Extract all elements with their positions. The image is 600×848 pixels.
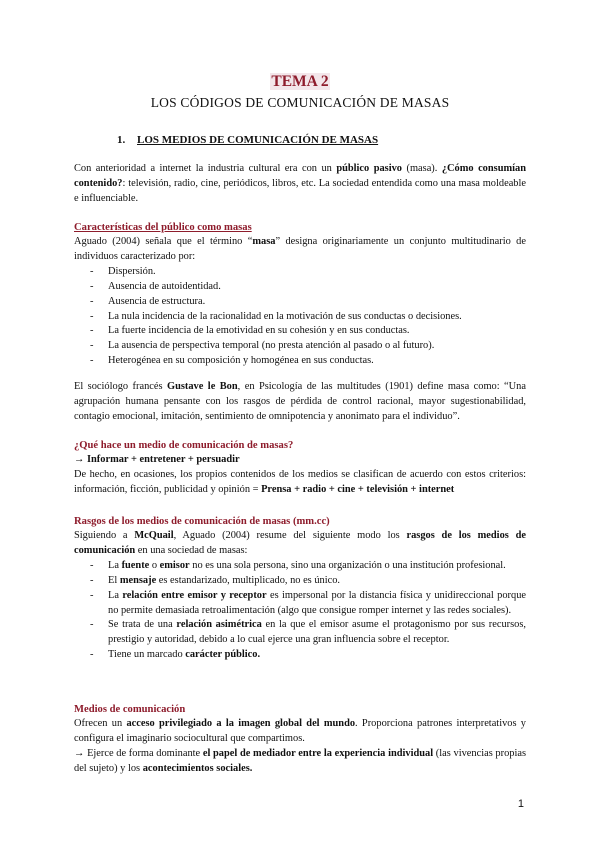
medios-heading: Medios de comunicación — [74, 704, 186, 715]
que-hace-arrow: → Informar + entretener + persuadir — [74, 454, 240, 465]
list-item: - Ausencia de estructura. — [74, 295, 526, 310]
rasgos-list — [74, 559, 526, 663]
rasgos-intro: Siguiendo a McQuail, Aguado (2004) resume del siguiente modo los rasgos de los medios de comunicación en una sociedad de masas: — [74, 530, 526, 556]
section-title: LOS MEDIOS DE COMUNICACIÓN DE MASAS — [137, 134, 379, 146]
list-item: - Ausencia de autoidentidad. — [74, 280, 526, 295]
list-item: - La ausencia de perspectiva temporal (no presta atención al pasado o al futuro). — [74, 339, 526, 354]
caracteristicas-heading: Características del público como masas — [74, 222, 252, 233]
lebon-paragraph: El sociólogo francés Gustave le Bon, en Psicología de las multitudes (1901) define masa como: “Una agrupación humana pensante con los rasgos de pérdida de control racional, mayor sugestionabilidad, contagio emocional, imitación, sentimiento de omnipotencia y anonimato para el individuo”. — [74, 381, 526, 422]
list-item: - Se trata de una relación asimétrica en la que el emisor asume el protagonismo por sus recursos, prestigio y autoridad, debido a lo cual ejerce una gran influencia sobre el receptor. — [74, 618, 526, 648]
medios-paragraph-2: → Ejerce de forma dominante el papel de mediador entre la experiencia individual (las vivencias propias del sujeto) y los acontecimientos sociales. — [74, 747, 527, 774]
list-item: - La fuerte incidencia de la emotividad en su cohesión y en sus conductas. — [74, 324, 526, 339]
que-hace-section — [74, 438, 526, 498]
list-item: - La nula incidencia de la racionalidad en la motivación de sus conductas o decisiones. — [74, 310, 526, 325]
list-item: - La fuente o emisor no es una sola persona, sino una organización o una institución profesional. — [74, 559, 526, 574]
caracteristicas-list — [74, 265, 526, 369]
medios-paragraph-1: Ofrecen un acceso privilegiado a la imagen global del mundo. Proporciona patrones interpretativos y configura el imaginario sociocultural que compartimos. — [74, 718, 526, 744]
section-heading — [117, 134, 378, 146]
page-number: 1 — [517, 798, 524, 810]
tema-heading: TEMA 2 — [271, 73, 329, 90]
rasgos-section — [74, 514, 526, 663]
list-item: - El mensaje es estandarizado, multiplicado, no es único. — [74, 574, 526, 589]
que-hace-text: De hecho, en ocasiones, los propios contenidos de los medios se clasifican de acuerdo con estos criterios: información, ficción, publicidad y opinión = Prensa + radio + cine + televisión + internet — [74, 468, 526, 495]
list-item: - Tiene un marcado carácter público. — [74, 648, 526, 663]
que-hace-heading: ¿Qué hace un medio de comunicación de masas? — [74, 440, 294, 451]
caracteristicas-intro: Aguado (2004) señala que el término “masa” designa originariamente un conjunto multitudinario de individuos caracterizado por: — [74, 236, 526, 262]
intro-paragraph: Con anterioridad a internet la industria cultural era con un público pasivo (masa). ¿Cómo consumían contenido?: televisión, radio, cine, periódicos, libros, etc. La sociedad entendida como una masa moldeable e influenciable. — [74, 163, 526, 204]
medios-section — [74, 702, 526, 777]
list-item: - La relación entre emisor y receptor es impersonal por la distancia física y unidireccional porque no permite demasiada retroalimentación (algo que consigue romper internet y las redes sociales). — [74, 589, 526, 619]
list-item: - Dispersión. — [74, 265, 526, 280]
section-number: 1. — [117, 134, 126, 146]
caracteristicas-section — [74, 220, 526, 369]
page-title: LOS CÓDIGOS DE COMUNICACIÓN DE MASAS — [150, 95, 450, 110]
list-item: - Heterogénea en su composición y homogénea en sus conductas. — [74, 354, 526, 369]
rasgos-heading: Rasgos de los medios de comunicación de masas (mm.cc) — [74, 516, 330, 527]
